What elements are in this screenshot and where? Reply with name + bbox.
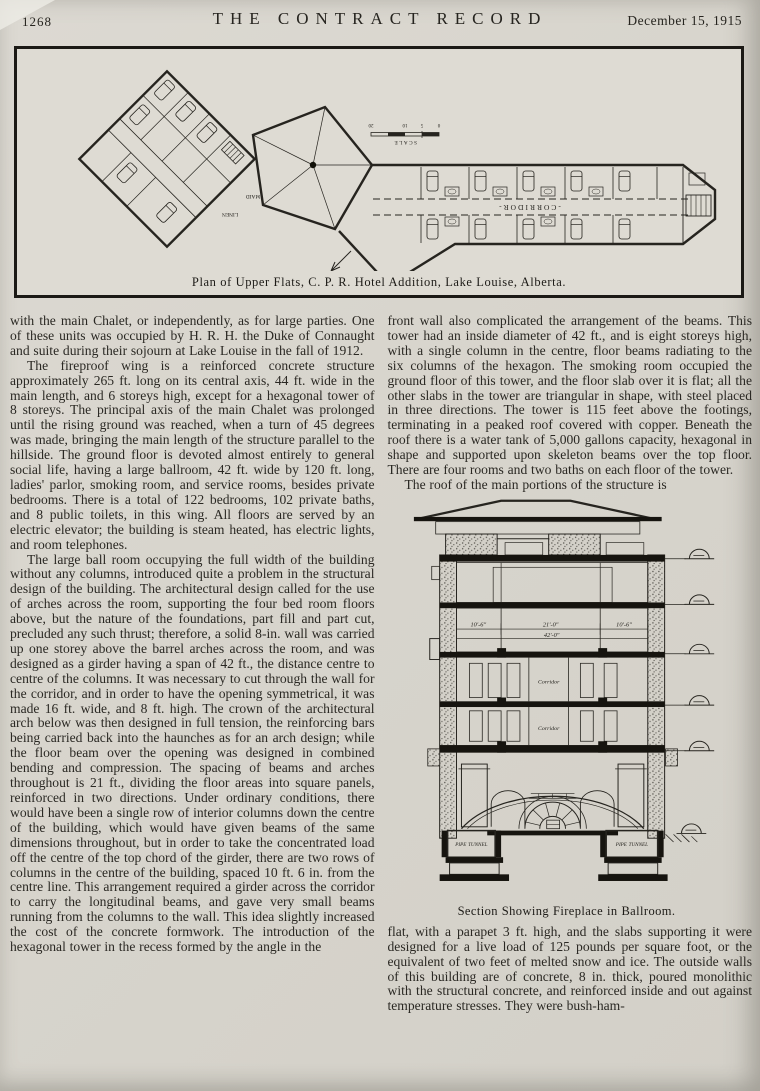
dim-right-label: 10'-6" [615,621,632,629]
body-paragraph: flat, with a parapet 3 ft. high, and the slabs supporting it were designed for a live load of 125 pounds per square foot, or the equivalent of two feet of melted snow and ice. The outside walls of this building are of concrete, 8 in. thick, poured monolithic with the structural concrete, and reinforced inside and out against temperature stresses. They were bush-ham- [387,923,752,1014]
issue-date: December 15, 1915 [627,13,742,28]
page-number: 1268 [22,14,52,29]
fireplace-icon [518,793,585,828]
floor-plan-drawing [17,49,741,271]
page-header [0,9,760,35]
body-columns [10,314,752,1014]
corridor-wing [339,165,715,271]
plan-corridor-label: -CORRIDOR- [497,203,561,212]
body-paragraph: front wall also complicated the arrangement of the beams. This tower had an inside diameter of 42 ft., and is eight storeys high, with a single column in the centre, floor beams radiating to the six columns of the hexagon. The smoking room occupied the ground floor of this tower, and the floor slab over it is flat; all the other slabs in the tower are triangular in shape, with steel placed in three directions. The tower is 115 feet above the footings, terminating in a peaked roof covered with copper. Beneath the roof there is a water tank of 5,000 gallons capacity, hexagonal in shape and supported upon skeleton beams over the top floor. There are four rooms and two baths on each floor of the tower. [387,313,752,478]
dimension-floor [456,608,647,652]
barrel-arch [461,796,643,828]
stair-icon [686,195,711,216]
right-wall [647,555,664,838]
maid-room-label: MAID [245,193,261,199]
lower-corridor-floor [469,707,617,745]
section-corridor-upper-label: Corridor [537,679,559,686]
floor-plan-figure [14,46,744,298]
roof [413,501,661,555]
upper-corridor-floor [469,657,617,701]
dim-left-label: 10'-6" [469,621,486,629]
body-paragraph: The fireproof wing is a reinforced concrete structure approximately 265 ft. long on its central axis, 44 ft. wide in the main length, and 6 storeys high, except for a hexagonal tower of 8 storeys. The principal axis of the main Chalet was prolonged until the rising ground was reached, when a turn of 45 degrees was made, bringing the main length of the structure parallel to the hillside. The ground floor is devoted almost entirely to general social life, having a large ballroom, 42 ft. wide by 120 ft. long, ladies' parlor, smoking room, and service rooms, besides private bedrooms. There is a total of 122 bedrooms, 102 private baths, and 8 public toilets, in this wing. All floors are served by an electric elevator; the building is steam heated, has electric lights, and room telephones. [10,357,375,552]
section-figure [402,496,742,919]
ballroom [427,749,677,831]
diamond-wing [79,71,254,246]
section-corridor-lower-label: Corridor [537,725,559,732]
hexagonal-tower-plan [253,107,372,229]
elevation-markers [664,549,714,842]
balcony [429,638,439,659]
pipe-tunnel-left-label: PIPE TUNNEL [454,842,487,848]
entrance-arrow-icon [331,251,351,271]
left-column [10,314,375,1014]
scale-tick-10: 10 [402,122,408,127]
scale-tick-20: 20 [368,122,374,127]
pipe-tunnel-right-label: PIPE TUNNEL [615,842,648,848]
scale-label: SCALE [393,139,417,145]
building-section-drawing [402,496,734,900]
scale-tick-0: 0 [437,122,441,127]
body-paragraph: The roof of the main portions of the structure is [404,476,667,492]
plan-figure-caption: Plan of Upper Flats, C. P. R. Hotel Addition, Lake Louise, Alberta. [191,275,567,289]
balcony [431,566,439,579]
dim-total-label: 42'-0" [543,632,559,639]
top-floor [456,562,647,602]
left-wall [439,555,456,838]
linen-room-label: LINEN [221,211,239,217]
journal-title: THE CONTRACT RECORD [212,9,548,28]
body-paragraph: with the main Chalet, or independently, as for large parties. One of these units was occupied by H. R. H. the Duke of Connaught and suite during their sojourn at Lake Louise in the fall of 1912. [10,313,375,358]
body-paragraph: The large ball room occupying the full width of the building without any columns, introduced quite a problem in the structural design of the building. The architectural design called for the use of arches across the room, supporting the four bed room floors above, but the nature of the foundations, part fill and part cut, precluded any such thrust; therefore, a solid 8-in. wall was carried up one storey above the barrel arches across the room, and was designed as a girder having a span of 42 ft., the distance centre to centre of the columns. It was necessary to cut through the wall for the corridor, and in order to have the opening symmetrical, it was made 16 ft. wide, and 8 ft. high. The crown of the architectural arch below was then designed in full tension, the reinforcing bars being carried back into the haunches as for an arch design; while the floor beam over the opening was designed in combined bending and compression. The spacing of beams and arches throughout is 21 ft., dividing the floor areas into square panels, reinforced in two directions. Under ordinary conditions, there would have been a single row of interior columns down the centre of the building, which would have given beams of the same dimensions throughout, but in order to take the concentrated load off the centre of the top chord of the girder, there are two rows of columns in the centre of the building, spaced 10 ft. 6 in. from the centre line. This arrangement required a girder across the corridor to carry the longitudinal beams, and gave very small beams running from the columns to the wall. This idea slightly increased the cost of the concrete formwork. The introduction of the hexagonal tower in the recess formed by the angle in the [10,551,375,955]
right-column [388,314,753,1014]
scale-bar [368,122,440,145]
scale-tick-5: 5 [420,122,424,127]
central-column-icon [310,162,316,168]
section-figure-caption: Section Showing Fireplace in Ballroom. [457,903,676,918]
dim-middle-label: 21'-0" [542,621,558,629]
